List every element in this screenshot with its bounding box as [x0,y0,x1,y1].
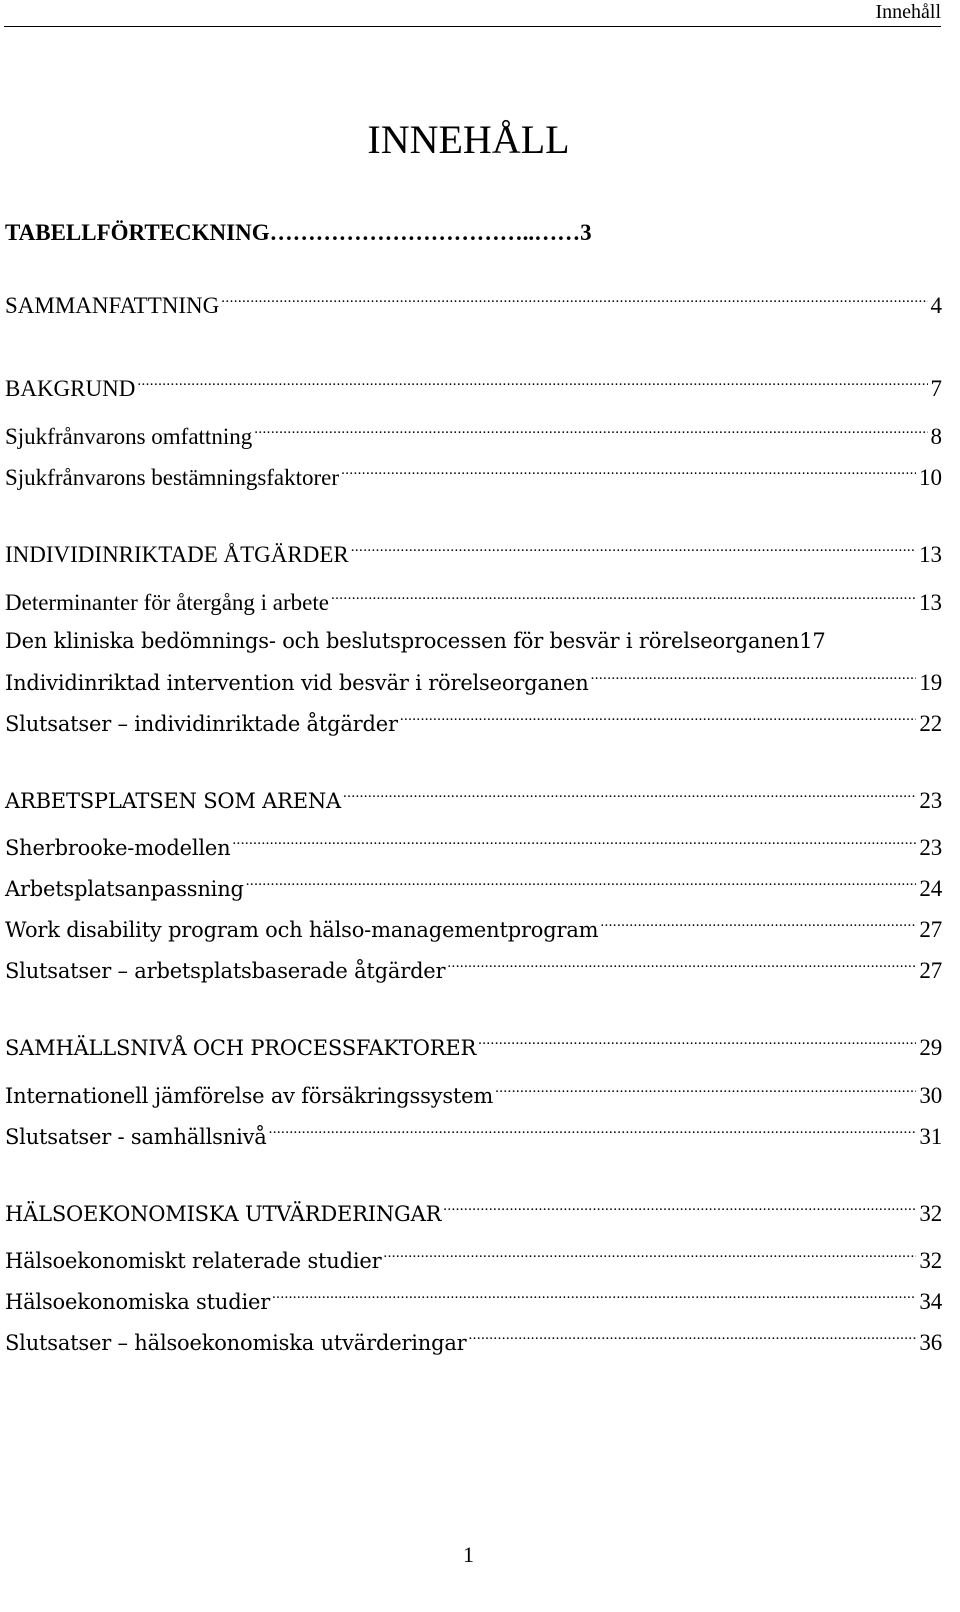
toc-entry-text: Slutsatser - samhällsnivå [5,1125,267,1150]
toc-entry-text: SAMMANFATTNING [5,293,220,319]
toc-entry-page: 10 [919,465,942,491]
toc-dot-leader [478,1032,916,1055]
toc-entry-work-disability-program[interactable] [5,914,942,945]
running-header [4,0,941,27]
toc-entry-page: 32 [919,1201,942,1227]
toc-entry-text: SAMHÄLLSNIVÅ OCH PROCESSFAKTORER [5,1036,477,1061]
toc-entry-text: Arbetsplatsanpassning [5,877,244,902]
toc-dot-leader [269,1121,917,1144]
toc-entry-text: Sjukfrånvarons bestämningsfaktorer [5,465,340,491]
toc-entry-sherbrooke-modellen[interactable] [5,832,942,863]
toc-entry-arbetsplatsanpassning[interactable] [5,873,942,904]
toc-entry-page: 36 [919,1330,942,1356]
toc-entry-individinriktad-intervention[interactable] [5,667,942,698]
toc-entry-halsoekonomiska-studier[interactable] [5,1286,942,1317]
toc-dot-leader [272,1286,916,1309]
toc-entry-samhallsniva[interactable] [5,1032,942,1063]
toc-entry-individinriktade-atgarder[interactable] [5,537,942,570]
toc-entry-page: 8 [930,424,942,450]
toc-entry-page: 13 [919,590,942,616]
toc-entry-slutsatser-arbetsplatsbaserade[interactable] [5,955,942,986]
toc-entry-page: 3 [580,220,592,245]
toc-entry-text: Sherbrooke-modellen [5,836,231,861]
toc-entry-text: ARBETSPLATSEN SOM ARENA [5,789,342,814]
toc-entry-page: 22 [919,711,942,737]
toc-dot-leader [469,1327,917,1350]
toc-entry-page: 23 [919,835,942,861]
toc-dot-leader [331,585,916,610]
toc-entry-page: 4 [930,293,942,319]
toc-entry-leader-text: ……………………………..…… [269,220,581,245]
toc-dot-leader [137,371,927,396]
toc-entry-tabellforteckning[interactable] [5,218,942,248]
toc-dot-leader [591,667,917,690]
toc-dot-leader [343,785,916,808]
toc-entry-slutsatser-individinriktade[interactable] [5,708,942,739]
toc-entry-page: 31 [919,1124,942,1150]
toc-entry-slutsatser-samhallsniva[interactable] [5,1121,942,1152]
toc-entry-text: TABELLFÖRTECKNING [5,220,270,245]
toc-entry-slutsatser-halsoekonomiska[interactable] [5,1327,942,1358]
toc-entry-page: 32 [919,1248,942,1274]
toc-dot-leader [495,1080,916,1103]
toc-entry-text: HÄLSOEKONOMISKA UTVÄRDERINGAR [5,1202,442,1227]
toc-entry-halsoekonomiska-utvarderingar[interactable] [5,1198,942,1229]
toc-entry-determinanter[interactable] [5,585,942,618]
toc-dot-leader [351,537,916,562]
toc-dot-leader [383,1245,916,1268]
toc-entry-page: 7 [930,376,942,402]
toc-entry-page: 24 [919,876,942,902]
toc-entry-text: Slutsatser – hälsoekonomiska utvärderingar [5,1331,467,1356]
toc-entry-bakgrund[interactable] [5,371,942,404]
toc-entry-page: 23 [919,788,942,814]
page-title: INNEHÅLL [367,117,570,162]
toc-entry-page: 13 [919,542,942,568]
toc-entry-kliniska-bedomning[interactable] [5,626,942,656]
toc-entry-page: 30 [919,1083,942,1109]
toc-entry-page: 34 [919,1289,942,1315]
toc-entry-sjukfranvarons-omfattning[interactable] [5,419,942,452]
page-number: 1 [463,1542,474,1567]
toc-entry-page: 27 [919,958,942,984]
toc-entry-arbetsplatsen-som-arena[interactable] [5,785,942,816]
running-header-title: Innehåll [875,1,941,23]
toc-entry-page: 19 [919,670,942,696]
toc-entry-sjukfranvarons-bestamningsfaktorer[interactable] [5,460,942,493]
toc-entry-text: Individinriktad intervention vid besvär i rörelseorganen [5,671,589,696]
toc-entry-page: 27 [919,917,942,943]
toc-dot-leader [221,288,927,313]
toc-entry-text: Determinanter för återgång i arbete [5,590,329,616]
toc-entry-text: Work disability program och hälso-managementprogram [5,918,599,943]
toc-entry-text: Sjukfrånvarons omfattning [5,424,253,450]
toc-entry-halsoekonomiskt-relaterade[interactable] [5,1245,942,1276]
toc-dot-leader [246,873,917,896]
toc-entry-page: 29 [919,1035,942,1061]
toc-entry-text: BAKGRUND [5,376,136,402]
toc-entry-text: Hälsoekonomiskt relaterade studier [5,1249,382,1274]
toc-dot-leader [400,708,917,731]
toc-dot-leader [600,914,916,937]
toc-entry-text: Den kliniska bedömnings- och beslutsprocessen för besvär i rörelseorganen17 [5,629,826,653]
toc-entry-sammanfattning[interactable] [5,288,942,321]
toc-dot-leader [254,419,927,444]
toc-entry-text: Slutsatser – individinriktade åtgärder [5,712,398,737]
toc-entry-text: Internationell jämförelse av försäkringssystem [5,1084,494,1109]
toc-entry-text: Hälsoekonomiska studier [5,1290,271,1315]
toc-dot-leader [443,1198,916,1221]
toc-dot-leader [232,832,916,855]
toc-dot-leader [447,955,916,978]
toc-dot-leader [341,460,916,485]
toc-entry-text: Slutsatser – arbetsplatsbaserade åtgärder [5,959,446,984]
toc-entry-internationell-jamforelse[interactable] [5,1080,942,1111]
toc-entry-text: INDIVIDINRIKTADE ÅTGÄRDER [5,542,349,568]
